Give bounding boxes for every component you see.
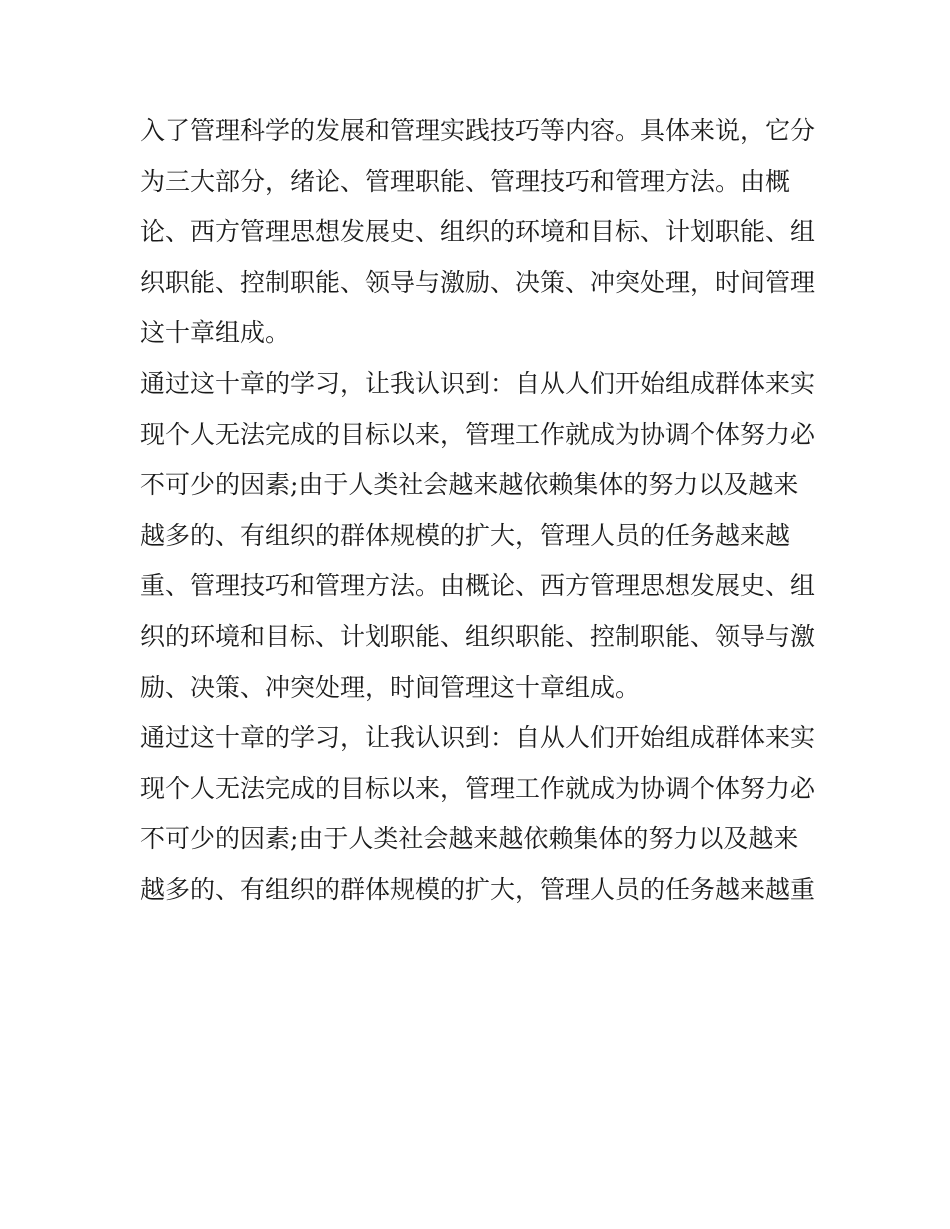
text-line: 通过这十章的学习，让我认识到：自从人们开始组成群体来实 bbox=[140, 723, 816, 753]
text-line: 为三大部分，绪论、管理职能、管理技巧和管理方法。由概 bbox=[140, 166, 791, 196]
text-line: 越多的、有组织的群体规模的扩大，管理人员的任务越来越 bbox=[140, 520, 791, 550]
text-line: 这十章组成。 bbox=[140, 318, 291, 348]
text-line: 现个人无法完成的目标以来，管理工作就成为协调个体努力必 bbox=[140, 419, 816, 449]
text-line: 通过这十章的学习，让我认识到：自从人们开始组成群体来实 bbox=[140, 368, 816, 398]
text-line: 不可少的因素;由于人类社会越来越依赖集体的努力以及越来 bbox=[140, 470, 799, 500]
text-line: 越多的、有组织的群体规模的扩大，管理人员的任务越来越重 bbox=[140, 874, 816, 904]
text-line: 织职能、控制职能、领导与激励、决策、冲突处理，时间管理 bbox=[140, 267, 816, 297]
text-line: 论、西方管理思想发展史、组织的环境和目标、计划职能、组 bbox=[140, 217, 816, 247]
text-line: 不可少的因素;由于人类社会越来越依赖集体的努力以及越来 bbox=[140, 824, 799, 854]
text-line: 入了管理科学的发展和管理实践技巧等内容。具体来说，它分 bbox=[140, 116, 816, 145]
text-line: 现个人无法完成的目标以来，管理工作就成为协调个体努力必 bbox=[140, 773, 816, 803]
text-line: 励、决策、冲突处理，时间管理这十章组成。 bbox=[140, 672, 641, 702]
text-line: 重、管理技巧和管理方法。由概论、西方管理思想发展史、组 bbox=[140, 571, 816, 601]
body-text bbox=[140, 106, 820, 916]
text-line: 织的环境和目标、计划职能、组织职能、控制职能、领导与激 bbox=[140, 621, 816, 651]
